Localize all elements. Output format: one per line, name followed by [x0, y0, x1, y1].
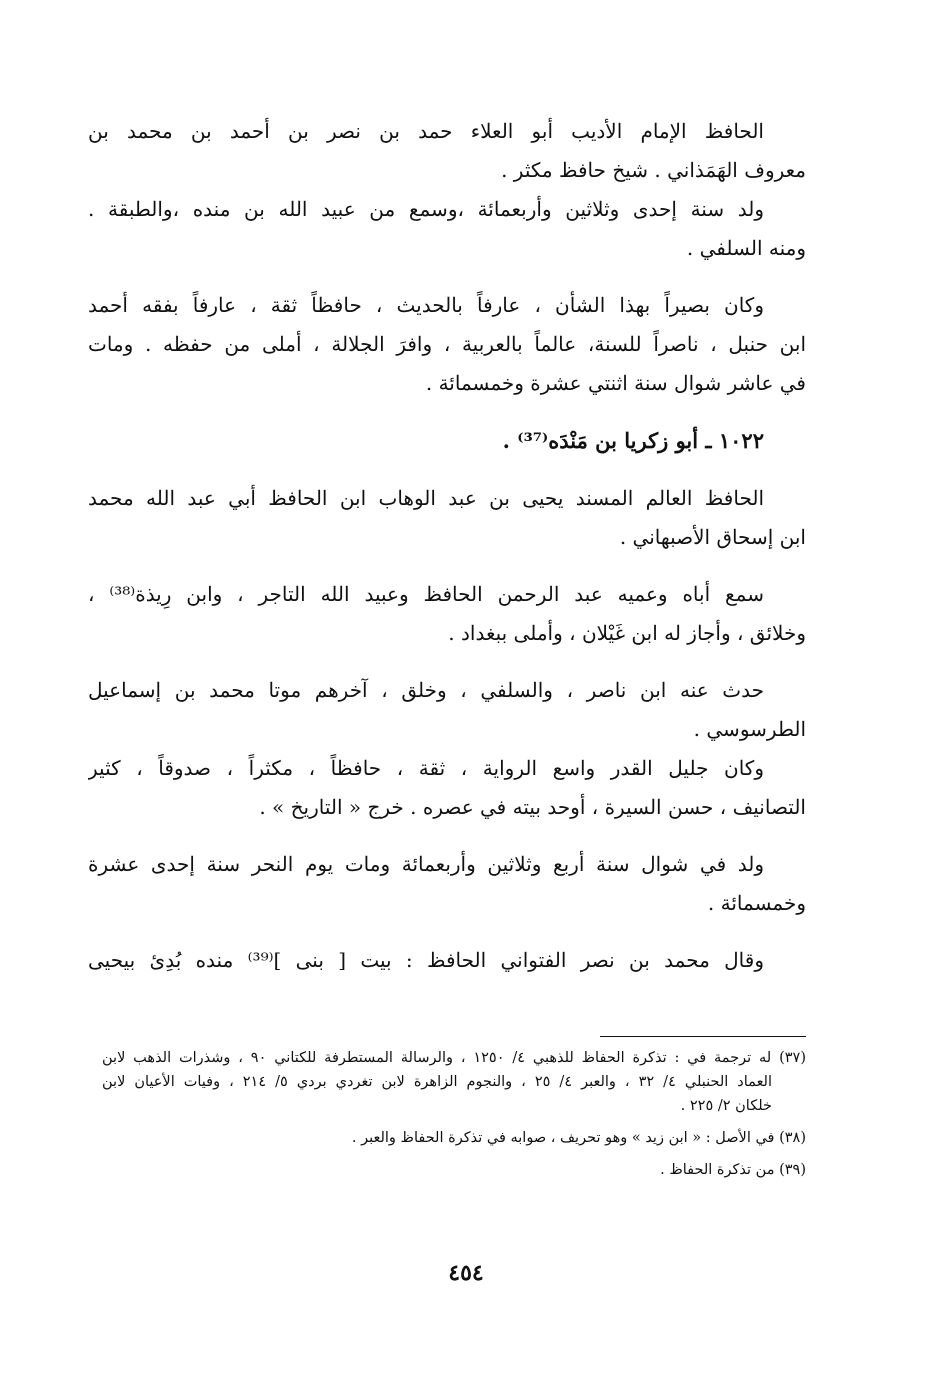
text-line: في عاشر شوال سنة اثنتي عشرة وخمسمائة . [425, 371, 806, 395]
text-line: ابن إسحاق الأصبهاني . [619, 525, 806, 549]
text-line: وقال محمد بن نصر الفتواني الحافظ : بيت [ بنى ]⁽³⁹⁾ منده بُدِئ بيحيى [88, 948, 764, 972]
paragraph-7 [88, 749, 806, 827]
paragraph-1 [88, 112, 806, 190]
text-line: ولد سنة إحدى وثلاثين وأربعمائة ،وسمع من عبيد الله بن منده ،والطبقة . [88, 197, 764, 221]
text-line: ابن حنبل ، ناصراً للسنة، عالماً بالعربية ، وافرَ الجلالة ، أملى من حفظه . ومات [88, 332, 806, 356]
footnote-38: (٣٨) في الأصل : « ابن زيد » وهو تحريف ، صوابه في تذكرة الحفاظ والعبر . [351, 1130, 806, 1146]
footnote-37 [102, 1046, 806, 1118]
main-text [88, 112, 806, 980]
page-number: ٤٥٤ [448, 1260, 484, 1286]
text-line: ولد في شوال سنة أربع وثلاثين وأربعمائة ومات يوم النحر سنة إحدى عشرة [88, 852, 764, 876]
footnote-line: (٣٧) له ترجمة في : تذكرة الحفاظ للذهبي ٤/ ١٢٥٠ ، والرسالة المستطرفة للكتاني ٩٠ ، وشذرات الذهب لابن [102, 1050, 806, 1066]
footnote-39: (٣٩) من تذكرة الحفاظ . [660, 1162, 806, 1178]
text-line: وخمسمائة . [707, 891, 806, 915]
paragraph-5 [88, 575, 806, 653]
footnote-line: العماد الحنبلي ٤/ ٣٢ ، والعبر ٤/ ٢٥ ، والنجوم الزاهرة لابن تغردي بردي ٥/ ٢١٤ ، وفيات الأعيان لابن [102, 1074, 773, 1090]
text-line: الطرسوسي . [693, 717, 806, 741]
paragraph-4 [88, 479, 806, 557]
paragraph-8 [88, 845, 806, 923]
paragraph-2 [88, 190, 806, 268]
text-line: التصانيف ، حسن السيرة ، أوحد بيته في عصره . خرج « التاريخ » . [259, 795, 806, 819]
paragraph-9 [88, 941, 806, 980]
text-line: معروف الهَمَذاني . شيخ حافظ مكثر . [501, 158, 806, 182]
text-line: وكان بصيراً بهذا الشأن ، عارفاً بالحديث ، حافظاً ثقة ، عارفاً بفقه أحمد [88, 293, 764, 317]
footnote-divider [600, 1036, 806, 1037]
text-line: سمع أباه وعميه عبد الرحمن الحافظ وعبيد الله التاجر ، وابن رِيذة⁽³⁸⁾ ، [88, 582, 764, 606]
paragraph-3 [88, 286, 806, 403]
entry-heading: ١٠٢٢ ـ أبو زكريا بن مَنْدَه⁽³⁷⁾ . [502, 428, 764, 453]
text-line: وكان جليل القدر واسع الرواية ، ثقة ، حافظاً ، مكثراً ، صدوقاً ، كثير [88, 756, 764, 780]
text-line: ومنه السلفي . [686, 236, 806, 260]
text-line: الحافظ العالم المسند يحيى بن عبد الوهاب ابن الحافظ أبي عبد الله محمد [88, 486, 764, 510]
footnotes [102, 1046, 806, 1182]
text-line: وخلائق ، وأجاز له ابن غَيْلان ، وأملى ببغداد . [448, 621, 806, 645]
footnote-line: خلكان ٢/ ٢٢٥ . [680, 1098, 772, 1114]
paragraph-6 [88, 671, 806, 749]
text-line: حدث عنه ابن ناصر ، والسلفي ، وخلق ، آخرهم موتا محمد بن إسماعيل [88, 678, 764, 702]
text-line: الحافظ الإمام الأديب أبو العلاء حمد بن نصر بن أحمد بن محمد بن [88, 119, 764, 143]
